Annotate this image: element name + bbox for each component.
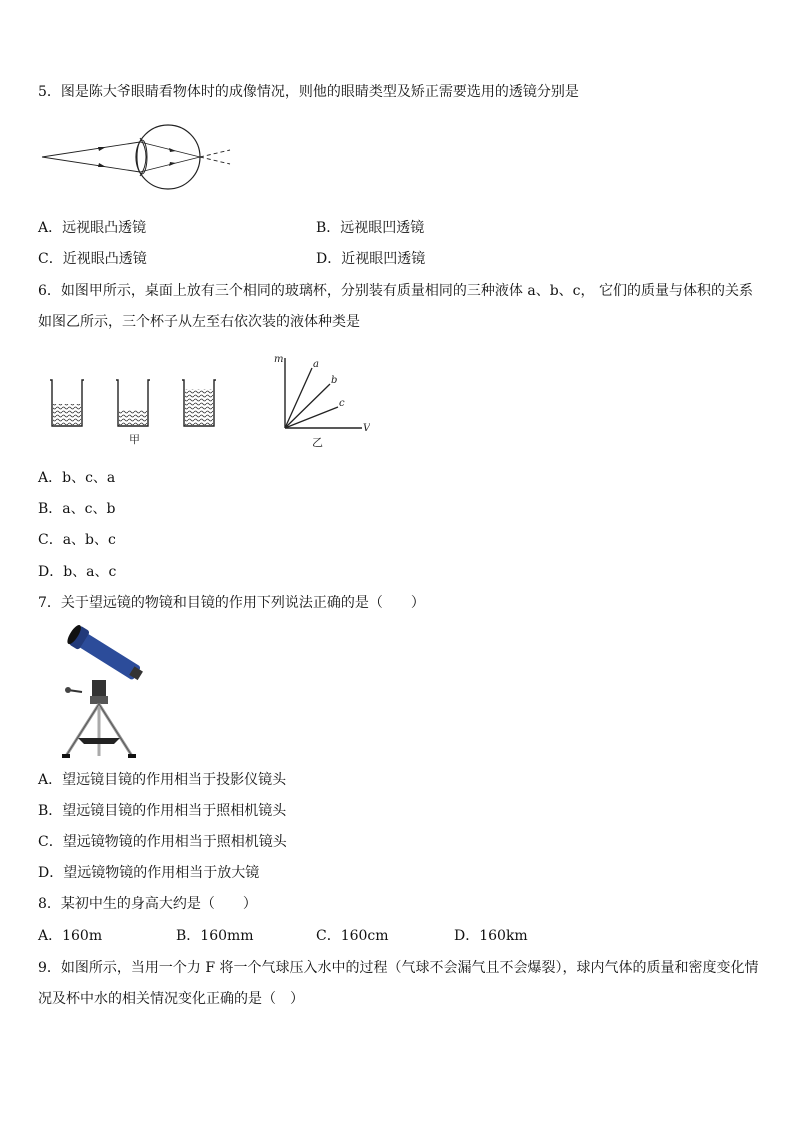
graph-axis-v: V [363, 423, 370, 434]
q6-option-c: C．a、b、c [38, 532, 116, 548]
mass-volume-graph [270, 350, 370, 450]
q8-option-b: B．160mm [176, 928, 254, 944]
q8-stem: 8．某初中生的身高大约是（ ） [38, 896, 257, 912]
figure-label-jia: 甲 [129, 433, 140, 446]
q6-stem-line2: 如图乙所示，三个杯子从左至右依次装的液体种类是 [38, 314, 360, 330]
q6-option-a: A．b、c、a [38, 470, 116, 486]
graph-line-c: c [339, 398, 345, 409]
q5-stem: 5．图是陈大爷眼睛看物体时的成像情况，则他的眼睛类型及矫正需要选用的透镜分别是 [38, 84, 579, 100]
graph-axis-m: m [274, 354, 284, 365]
eye-diagram [40, 120, 240, 190]
q5-option-d: D．近视眼凹透镜 [316, 251, 426, 267]
q9-stem-line2: 况及杯中水的相关情况变化正确的是（ ） [38, 991, 304, 1007]
graph-line-b: b [331, 375, 338, 386]
telescope-image [56, 620, 146, 760]
q5-option-b: B．远视眼凹透镜 [316, 220, 425, 236]
q7-option-d: D．望远镜物镜的作用相当于放大镜 [38, 865, 260, 881]
q5-option-a: A．远视眼凸透镜 [38, 220, 147, 236]
q6-stem-line1: 6．如图甲所示，桌面上放有三个相同的玻璃杯，分别装有质量相同的三种液体 a、b、c， 它们的质量与体积的关系 [38, 283, 753, 299]
q7-option-a: A．望远镜目镜的作用相当于投影仪镜头 [38, 772, 287, 788]
beakers-figure [44, 370, 234, 450]
q5-option-c: C．近视眼凸透镜 [38, 251, 147, 267]
q7-option-c: C．望远镜物镜的作用相当于照相机镜头 [38, 834, 287, 850]
q8-option-d: D．160km [454, 928, 528, 944]
q8-option-c: C．160cm [316, 928, 389, 944]
q8-option-a: A．160m [38, 928, 103, 944]
graph-line-a: a [313, 359, 319, 370]
q6-option-b: B．a、c、b [38, 501, 116, 517]
q9-stem-line1: 9．如图所示，当用一个力 F 将一个气球压入水中的过程（气球不会漏气且不会爆裂），球内气体的质量和密度变化情 [38, 960, 759, 976]
figure-label-yi: 乙 [312, 436, 323, 449]
q7-option-b: B．望远镜目镜的作用相当于照相机镜头 [38, 803, 287, 819]
q7-stem: 7．关于望远镜的物镜和目镜的作用下列说法正确的是（ ） [38, 595, 425, 611]
q6-option-d: D．b、a、c [38, 564, 117, 580]
